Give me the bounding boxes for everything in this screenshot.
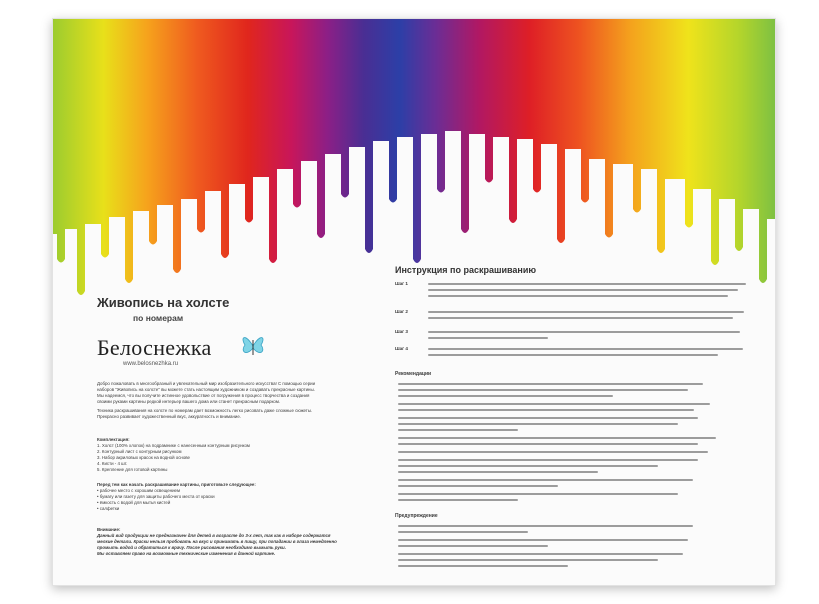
product-title: Живопись на холсте xyxy=(97,295,230,310)
intro-line: своими руками картины редкой интерьер вашего дома или станет прекрасным подарком. xyxy=(97,399,281,404)
brand-logo: Белоснежка xyxy=(97,335,212,360)
text-line xyxy=(398,383,703,385)
contents-title: Комплектация: xyxy=(97,437,130,442)
text-line xyxy=(398,423,678,425)
text-line xyxy=(428,283,746,285)
text-line xyxy=(398,545,548,547)
butterfly-icon xyxy=(240,331,266,361)
prep-title: Перед тем как начать раскрашивание картины, приготовьте следующее: xyxy=(97,482,256,487)
intro-line: Техника раскрашивания на холсте по номерам дает возможность легко рисовать даже сложные сюжеты. xyxy=(97,408,313,413)
text-line xyxy=(398,479,693,481)
instructions-title: Инструкция по раскрашиванию xyxy=(395,265,537,275)
warning-line: Мы оставляем право на возможные технические изменения в данной картине. xyxy=(97,551,276,556)
intro-line: Прекрасно развивает художественный вкус, аккуратность и внимание. xyxy=(97,414,242,419)
prep-item: • салфетки xyxy=(97,506,120,511)
text-line xyxy=(428,311,744,313)
text-line xyxy=(428,317,733,319)
text-line xyxy=(428,289,738,291)
text-line xyxy=(398,531,528,533)
product-subtitle: по номерам xyxy=(133,313,184,323)
intro-line: Добро пожаловать в многообразный и увлекательный мир изобразительного искусства! С помощью серии xyxy=(97,381,316,386)
text-line xyxy=(398,499,518,501)
text-line xyxy=(398,403,710,405)
intro-line: Мы надеемся, что вы получите истинное удовольствие от погружения в процесс творчества и создания xyxy=(97,393,310,398)
step-label: Шаг 4 xyxy=(395,346,408,351)
text-line xyxy=(398,443,698,445)
warning-line: мелкие детали. Краски нельзя пробовать на вкус и принимать в пищу, при попадании в глаза немедленно xyxy=(97,539,337,544)
text-line xyxy=(398,559,658,561)
warning-title: Внимание: xyxy=(97,527,121,532)
text-line xyxy=(398,395,613,397)
text-line xyxy=(428,348,743,350)
text-line xyxy=(398,553,683,555)
prep-block xyxy=(97,482,357,512)
contents-item: 1. Холст (100% хлопок) на подрамнике с нанесенным контурным рисунком xyxy=(97,443,250,448)
contents-item: 3. Набор акриловых красок на водной основе xyxy=(97,455,191,460)
step-label: Шаг 3 xyxy=(395,329,408,334)
recommend-title: Рекомендации xyxy=(395,371,432,377)
text-line xyxy=(398,525,693,527)
text-line xyxy=(398,485,558,487)
contents-block xyxy=(97,437,357,473)
prep-item: • бумагу или газету для защиты рабочего места от краски xyxy=(97,494,215,499)
paint-by-numbers-box xyxy=(52,18,776,586)
text-line xyxy=(398,539,688,541)
text-line xyxy=(398,565,568,567)
step-label: Шаг 1 xyxy=(395,281,408,286)
text-line xyxy=(428,331,740,333)
intro-text xyxy=(97,381,377,420)
text-line xyxy=(398,459,698,461)
text-line xyxy=(428,295,728,297)
text-line xyxy=(398,389,688,391)
intro-line: наборов "Живопись на холсте" вы можете стать настоящим художником и создавать прекрасные картины. xyxy=(97,387,315,392)
text-line xyxy=(428,354,718,356)
warning-block xyxy=(97,527,387,557)
text-line xyxy=(398,409,694,411)
brand-url: www.belosnezhka.ru xyxy=(123,361,179,367)
contents-item: 2. Контурный лист с контурным рисунком xyxy=(97,449,182,454)
step-label: Шаг 2 xyxy=(395,309,408,314)
text-line xyxy=(398,465,658,467)
text-line xyxy=(398,451,708,453)
contents-item: 4. Кисти - 4 шт. xyxy=(97,461,128,466)
prep-item: • рабочее место с хорошим освещением xyxy=(97,488,180,493)
text-line xyxy=(398,471,598,473)
text-line xyxy=(398,417,698,419)
contents-item: 5. Крепление для готовой картины xyxy=(97,467,168,472)
prep-item: • ёмкость с водой для мытья кистей xyxy=(97,500,171,505)
text-line xyxy=(398,437,716,439)
text-line xyxy=(398,429,518,431)
text-line xyxy=(398,493,678,495)
warnings2-title: Предупреждение xyxy=(395,513,438,519)
warning-line: промыть водой и обратиться к врачу. После рисования необходимо вымыть руки. xyxy=(97,545,286,550)
text-line xyxy=(428,337,548,339)
warning-line: Данный вид продукции не предназначен для детей в возрасте до 3-х лет, так как в наборе содержатся xyxy=(97,533,331,538)
